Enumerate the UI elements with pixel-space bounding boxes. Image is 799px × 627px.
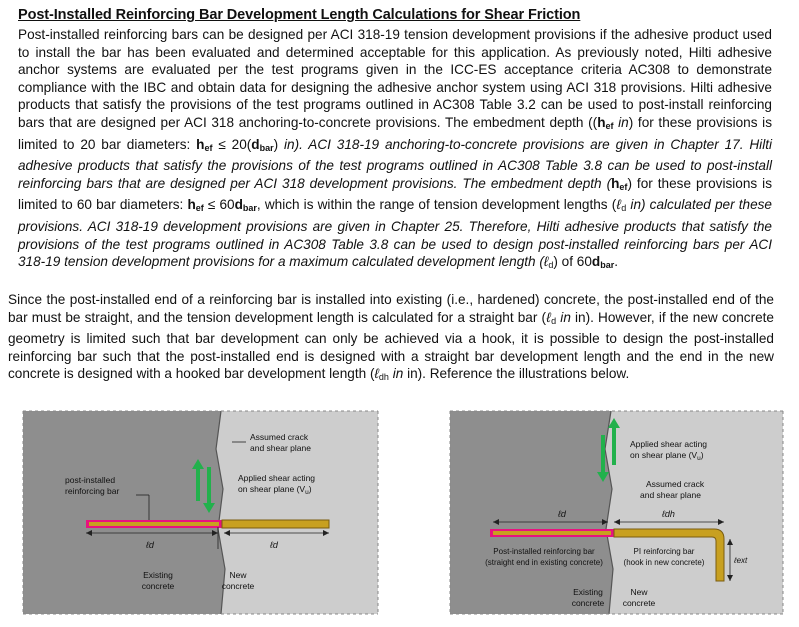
existing-label: Existing concrete [141,570,175,591]
crack-label: Assumed crack and shear plane [640,479,705,500]
shear-label: Applied shear acting on shear plane $(V_u)$ [630,439,708,462]
new-label: New concrete [221,570,255,591]
paragraph-1: Post-installed reinforcing bars can be designed per ACI 318-19 tension development provisions if the adhesive product used to install the bar has been evaluated and determined acceptable for this application. As previously noted, Hilti adhesive anchor systems are evaluated per the test programs given in the ICC-ES acceptance criteria AC308 to demonstrate compliance with the IBC and obtain data for designing the adhesive anchor system using ACI 318 provisions. Hilti adhesive products that satisfy the provisions of the test programs outlined in AC308 Table 3.2 can be used to post-install reinforcing bars that are designed per ACI 318 anchoring-to-concrete provisions. The embedment depth (($h_{ef}$ in) for these provisions is limited to 20 bar diameters: $h_{ef} \le 20(d_{bar})$ in). ACI 318-19 anchoring-to-concrete provisions are given in Chapter 17. Hilti adhesive products that satisfy the provisions of the test programs outlined in AC308 Table 3.8 can be used to post-install reinforcing bars that are designed per ACI 318 development provisions. The embedment depth $(h_{ef})$ for these provisions is limited to 60 bar diameters: $h_{ef} \le 60d_{bar}$, which is within the range of tension development lengths (ℓd in) calculated per these provisions. ACI 318-19 development provisions are given in Chapter 25. Therefore, Hilti adhesive products that satisfy the provisions of the test programs outlined in AC308 Table 3.8 can be used to design post-installed reinforcing bars per ACI 318-19 tension development provisions for a maximum calculated development length (ℓd) of $60d_{bar}$. [18,27,773,271]
page-title: Post-Installed Reinforcing Bar Development Length Calculations for Shear Friction [18,7,581,23]
cip-bar-label: PI reinforcing bar (hook in new concrete) [623,547,705,567]
shear-label: Applied shear acting on shear plane $(V_u)$ [238,473,316,496]
ld-label: ℓd [558,509,566,519]
existing-concrete-block [23,411,225,614]
figure-straight-bar [18,409,382,619]
rebar-label: post-installed reinforcing bar [65,475,120,496]
ld-label-left: ℓd [146,540,154,550]
paragraph-2: Since the post-installed end of a reinforcing bar is installed into existing (i.e., hardened) concrete, the post-installed end of the bar must be straight, and the tension development length is calculated for a straight bar (ℓd in in). However, if the new concrete geometry is limited such that bar development can only be achieved via a hook, it is possible to design the post-installed reinforcing bar such that the post-installed end is designed with a straight bar development length and the end in the new concrete is designed with a hooked bar development length (ℓdh in in). Reference the illustrations below. [8,292,774,383]
crack-label: Assumed crack and shear plane [250,432,311,453]
rebar-new-segment [222,520,329,528]
new-label: New concrete [622,587,656,608]
existing-concrete-block [450,411,613,614]
pi-bar-label: Post-installed reinforcing bar (straight end in existing concrete) [485,547,603,567]
existing-label: Existing concrete [571,587,605,608]
ld-label-right: ℓd [270,540,278,550]
ldh-label: ℓdh [662,509,675,519]
figure-hooked-bar [448,409,788,619]
lext-label: ℓext [734,556,748,565]
